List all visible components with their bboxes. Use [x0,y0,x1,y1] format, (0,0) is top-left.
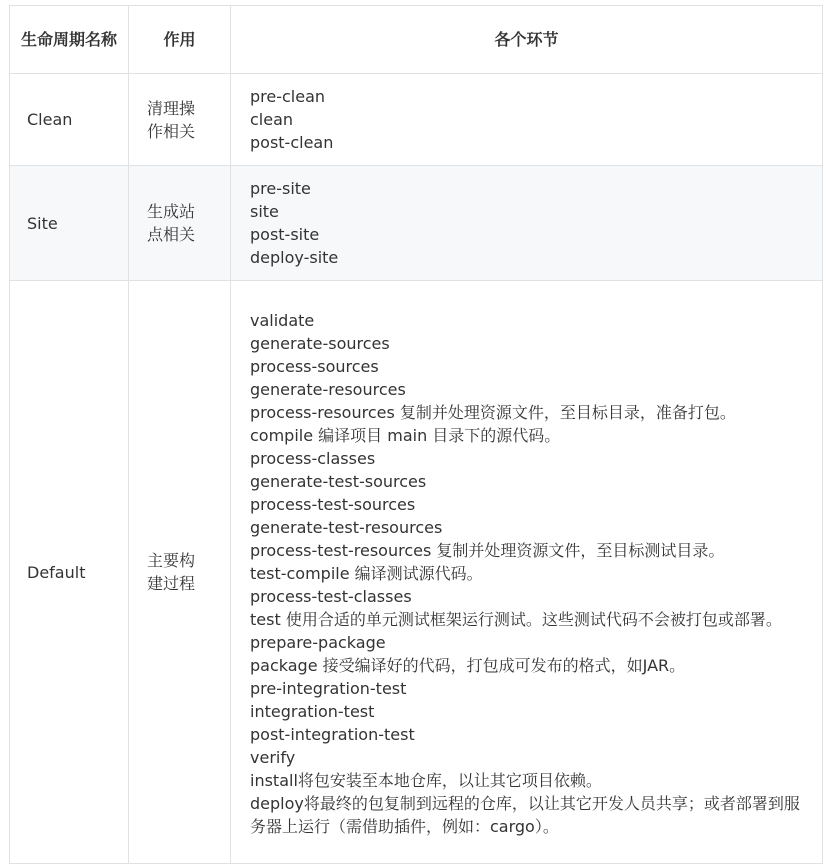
phase-item: post-integration-test [250,724,415,744]
header-phases: 各个环节 [231,6,823,74]
phase-item: process-test-sources [250,494,416,514]
header-role: 作用 [129,6,231,74]
phase-item: test-compile 编译测试源代码。 [250,563,483,583]
phase-item: compile 编译项目 main 目录下的源代码。 [250,425,561,445]
table-row [10,281,823,864]
phase-item: pre-clean [250,87,326,106]
lifecycle-table [9,5,823,864]
phase-item: pre-site [250,179,311,198]
phase-item: process-test-resources 复制并处理资源文件，至目标测试目录。 [250,540,725,560]
phase-item: validate [250,310,315,330]
phase-item: generate-test-resources [250,517,443,537]
phase-item: install将包安装至本地仓库，以让其它项目依赖。 [250,770,602,790]
phase-item: site [250,202,279,221]
phase-item: clean [250,110,294,129]
phase-item: process-test-classes [250,586,412,606]
phase-item: pre-integration-test [250,678,407,698]
phase-item: process-classes [250,448,376,468]
phase-item: verify [250,747,296,767]
phase-item: process-sources [250,356,379,376]
phase-item: post-site [250,225,320,244]
table-row [10,166,823,281]
table-header-row [10,6,823,74]
phase-item: generate-sources [250,333,390,353]
phase-item: generate-resources [250,379,406,399]
lifecycle-name-cell: Site [10,166,129,281]
lifecycle-role-text: 生成站点相关 [147,202,196,244]
lifecycle-phases-cell [231,281,823,864]
phase-item: generate-test-sources [250,471,427,491]
phase-item: test 使用合适的单元测试框架运行测试。这些测试代码不会被打包或部署。 [250,609,782,629]
lifecycle-role-cell [129,74,231,166]
phase-item: deploy-site [250,248,339,267]
lifecycle-role-cell [129,166,231,281]
lifecycle-role-text: 清理操作相关 [147,98,196,141]
lifecycle-phases-cell [231,166,823,281]
phase-item: post-clean [250,133,334,152]
phase-item: process-resources 复制并处理资源文件，至目标目录，准备打包。 [250,402,736,422]
phase-item: prepare-package [250,632,386,652]
header-lifecycle-name: 生命周期名称 [10,6,129,74]
phase-item: package 接受编译好的代码，打包成可发布的格式，如JAR。 [250,655,686,675]
lifecycle-name-cell: Clean [10,74,129,166]
lifecycle-phases-cell [231,74,823,166]
phase-item: integration-test [250,701,375,721]
table-row [10,74,823,166]
lifecycle-role-text: 主要构建过程 [147,551,196,593]
lifecycle-name-cell: Default [10,281,129,864]
lifecycle-role-cell [129,281,231,864]
phase-item: deploy将最终的包复制到远程的仓库，以让其它开发人员共享；或者部署到服务器上运行（需借助插件，例如：cargo）。 [250,793,800,836]
